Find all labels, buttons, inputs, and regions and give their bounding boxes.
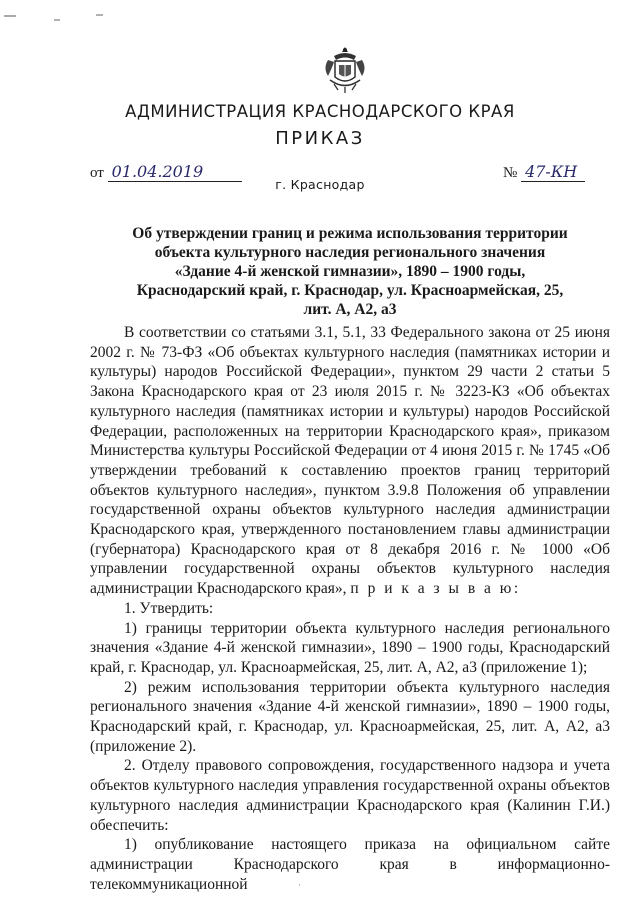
scan-marks xyxy=(0,0,640,40)
title-line: «Здание 4-й женской гимназии», 1890 – 1900 годы, xyxy=(174,263,526,280)
title-line: лит. А, А2, а3 xyxy=(303,301,397,318)
order-word: п р и к а з ы в а ю: xyxy=(350,580,521,598)
preamble-text: В соответствии со статьями 3.1, 5.1, 33 Федерального закона от 25 июня 2002 г. № 73-ФЗ «Об объектах культурного наследия (памятниках истории и культуры) народов Российской Федерации», пунктом 29 части 2 статьи 5 Закона Краснодарского края от 23 июля 2015 г. № 3223-КЗ «Об объектах культурного наследия (памятниках истории и культуры) народов Российской Федерации, расположенных на территории Краснодарского края», приказом Министерства культуры Российской Федерации от 4 июня 2015 г. № 1745 «Об утверждении требований к составлению проектов границ территорий объектов культурного наследия», пунктом 3.9.8 Положения об управлении государственной охраны объектов культурного наследия администрации Краснодарского края, утвержденного постановлением главы администрации (губернатора) Краснодарского края от 8 декабря 2016 г. № 1000 «Об управлении государственной охраны объектов культурного наследия администрации Краснодарского края», xyxy=(90,324,610,598)
scan-footer-mark: · xyxy=(298,880,301,890)
paragraph-item-2-1: 1) опубликование настоящего приказа на официальном сайте администрации Краснодарского края в информационно-телекоммуникационной xyxy=(90,836,610,893)
title-line: Краснодарский край, г. Краснодар, ул. Красноармейская, 25, xyxy=(136,282,564,299)
date-prefix: от xyxy=(90,165,104,181)
paragraph-item-2: 2. Отделу правового сопровождения, государственного надзора и учета объектов культурного наследия управления государственной охраны объектов культурного наследия администрации Краснодарского края (Калинин Г.И.) обеспечить: xyxy=(90,757,610,834)
title-line: объекта культурного наследия регионального значения xyxy=(154,244,546,261)
date-handwritten: 01.04.2019 xyxy=(108,162,242,182)
coat-of-arms-icon xyxy=(320,44,370,96)
paragraph-preamble xyxy=(90,323,610,599)
city: г. Краснодар xyxy=(275,177,365,192)
document-body xyxy=(90,323,610,894)
number-prefix: № xyxy=(503,165,518,181)
paragraph-item-1-2: 2) режим использования территории объекта культурного наследия регионального значения «Здание 4-й женской гимназии», 1890 – 1900 годы, Краснодарский край, г. Краснодар, ул. Красноармейская, 25, лит. А, А2, а3 (приложение 2). xyxy=(90,678,610,755)
document-type: ПРИКАЗ xyxy=(275,128,365,149)
document-title xyxy=(90,224,610,319)
paragraph-item-1-1: 1) границы территории объекта культурного наследия регионального значения «Здание 4-й женской гимназии», 1890 – 1900 годы, Краснодарский край, г. Краснодар, ул. Красноармейская, 25, лит. А, А2, а3 (приложение 1); xyxy=(90,619,610,676)
organization-name: АДМИНИСТРАЦИЯ КРАСНОДАРСКОГО КРАЯ xyxy=(125,102,515,121)
title-line: Об утверждении границ и режима использования территории xyxy=(132,225,568,242)
paragraph-item-1: 1. Утвердить: xyxy=(124,599,214,617)
number-handwritten: 47-КН xyxy=(521,162,585,182)
